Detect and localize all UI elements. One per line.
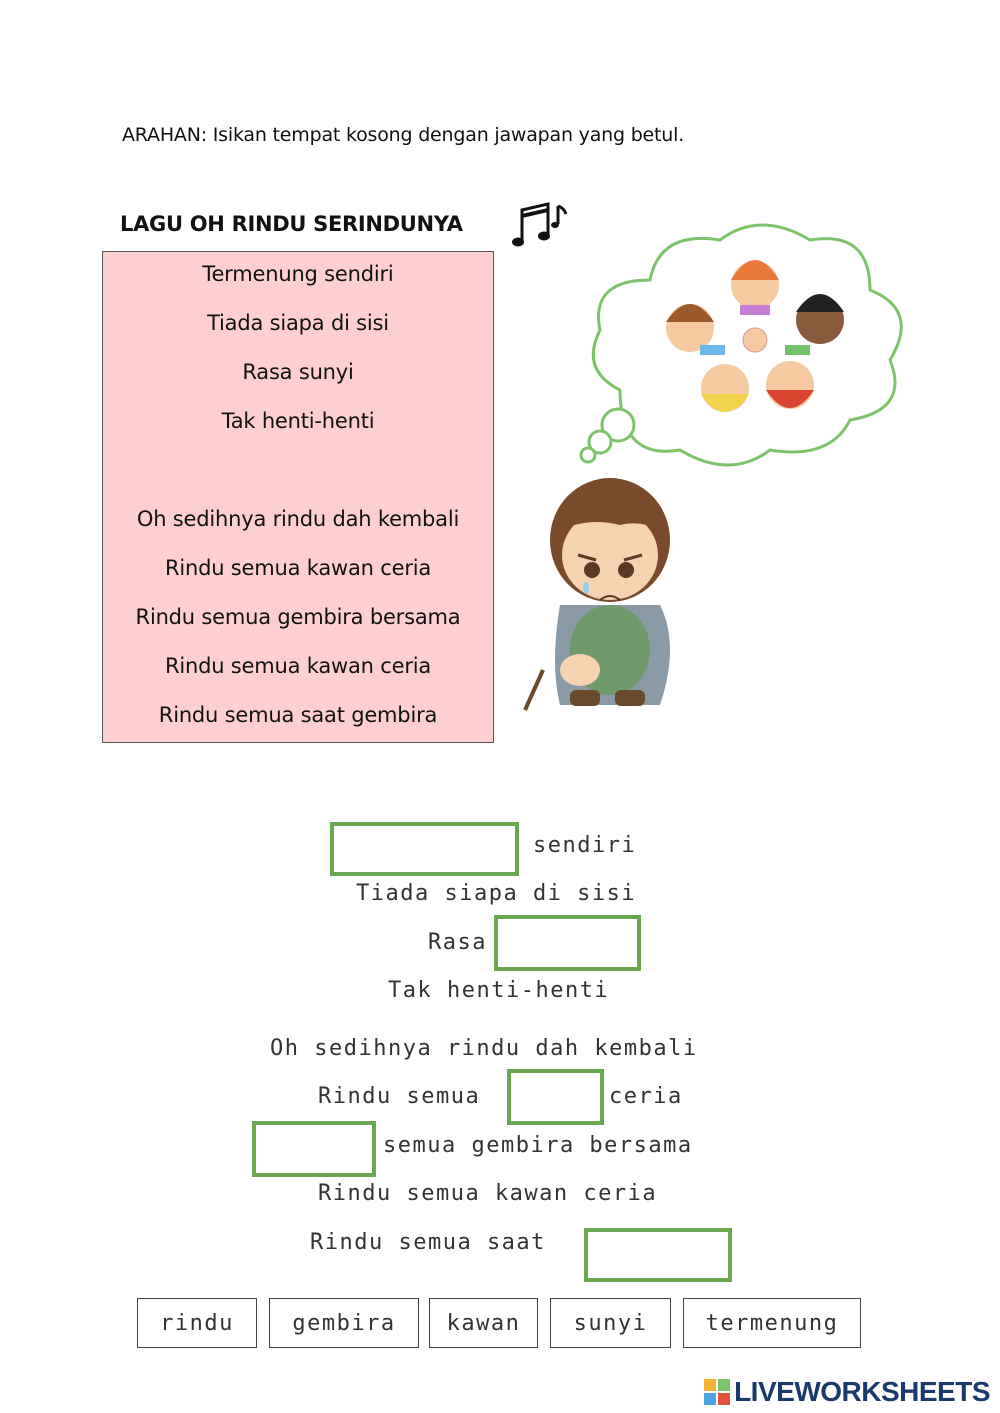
lyric-line: Rindu semua saat gembira xyxy=(158,703,438,727)
blank-input-4[interactable] xyxy=(252,1121,376,1177)
lyric-line: Termenung sendiri xyxy=(202,262,394,286)
blank-input-5[interactable] xyxy=(584,1228,732,1282)
word-chip-rindu[interactable]: rindu xyxy=(137,1298,257,1348)
exercise-text: Rasa xyxy=(428,930,487,955)
blank-input-2[interactable] xyxy=(494,915,641,971)
blank-input-1[interactable] xyxy=(330,822,519,876)
exercise-text: Rindu semua kawan ceria xyxy=(318,1181,658,1206)
brand-name: LIVEWORKSHEETS xyxy=(734,1376,990,1407)
exercise-text: sendiri xyxy=(533,833,637,858)
lyric-line: Rindu semua gembira bersama xyxy=(135,605,461,629)
instruction-text: ARAHAN: Isikan tempat kosong dengan jawapan yang betul. xyxy=(122,124,685,146)
word-chip-kawan[interactable]: kawan xyxy=(429,1298,538,1348)
lyric-line: Rindu semua kawan ceria xyxy=(164,556,432,580)
lyric-line: Rasa sunyi xyxy=(242,360,354,384)
lyric-line: Tiada siapa di sisi xyxy=(207,311,389,335)
word-chip-gembira[interactable]: gembira xyxy=(269,1298,419,1348)
exercise-text: ceria xyxy=(609,1084,683,1109)
blank-input-3[interactable] xyxy=(507,1069,604,1125)
lyric-line: Oh sedihnya rindu dah kembali xyxy=(136,507,460,531)
exercise-text: Tak henti-henti xyxy=(388,978,610,1003)
exercise-text: Oh sedihnya rindu dah kembali xyxy=(270,1036,698,1061)
liveworksheets-logo-icon xyxy=(704,1379,730,1405)
word-chip-sunyi[interactable]: sunyi xyxy=(550,1298,671,1348)
lyric-line: Tak henti-henti xyxy=(221,409,375,433)
exercise-text: semua gembira bersama xyxy=(383,1133,693,1158)
lyrics-box xyxy=(102,251,494,743)
exercise-text: Tiada siapa di sisi xyxy=(356,881,637,906)
lyric-line: Rindu semua kawan ceria xyxy=(164,654,432,678)
sad-boy-thinking-illustration xyxy=(500,210,920,730)
exercise-text: Rindu semua xyxy=(318,1084,481,1109)
word-chip-termenung[interactable]: termenung xyxy=(683,1298,861,1348)
exercise-text: Rindu semua saat xyxy=(310,1230,546,1255)
song-title: LAGU OH RINDU SERINDUNYA xyxy=(120,212,463,236)
liveworksheets-logo xyxy=(704,1376,990,1408)
